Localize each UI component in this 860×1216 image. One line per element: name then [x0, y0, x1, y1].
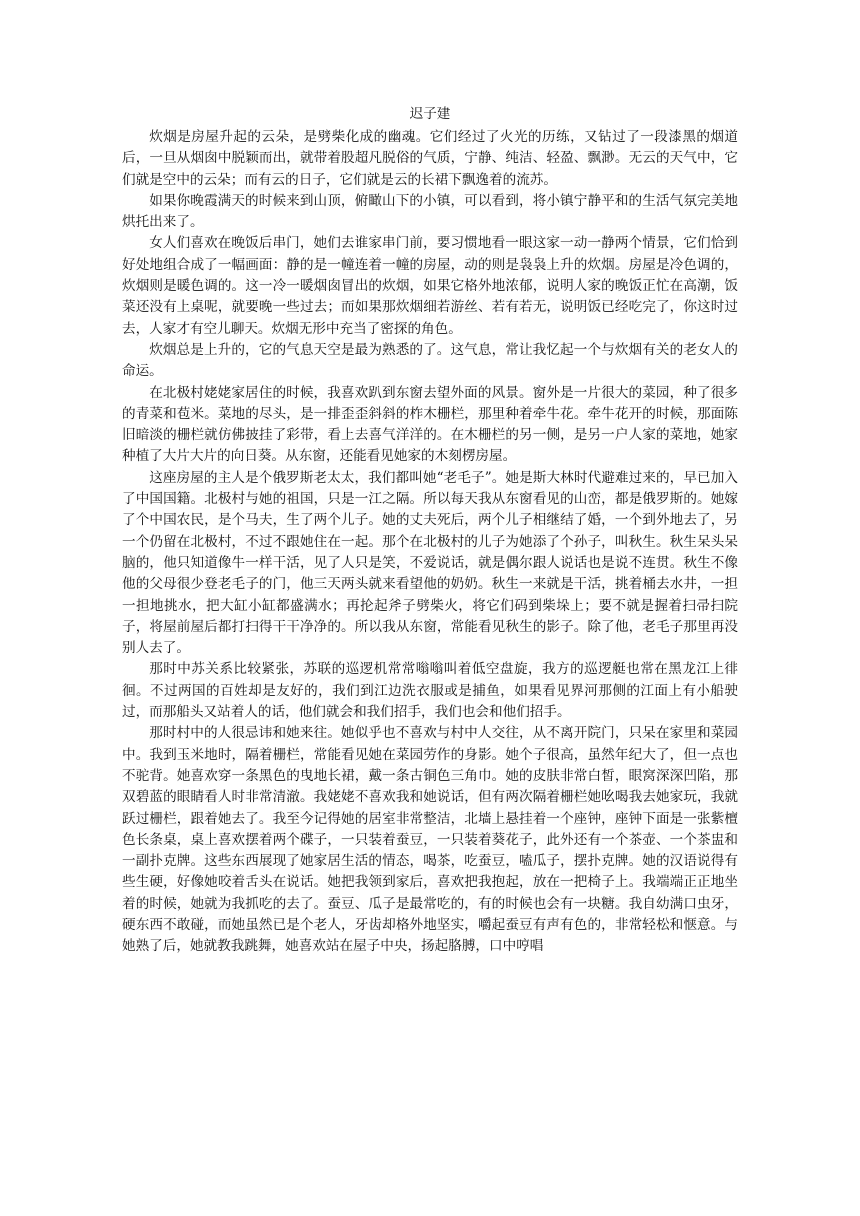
paragraph-2: 如果你晚霞满天的时候来到山顶，俯瞰山下的小镇，可以看到，将小镇宁静平和的生活气氛完美地烘托出来了。: [122, 192, 738, 231]
author-name: 迟子建: [409, 106, 451, 122]
paragraph-7: 那时中苏关系比较紧张，苏联的巡逻机常常嗡嗡叫着低空盘旋，我方的巡逻艇也常在黑龙江上徘徊。不过两国的百姓却是友好的，我们到江边洗衣服或是捕鱼，如果看见界河那侧的江面上有小船驶过，而那船头又站着人的话，他们就会和我们招手，我们也会和他们招手。: [122, 661, 738, 721]
document-page: [122, 104, 738, 958]
paragraph-8: 那时村中的人很忌讳和她来往。她似乎也不喜欢与村中人交往，从不离开院门，只呆在家里和菜园中。我到玉米地时，隔着栅栏，常能看见她在菜园劳作的身影。她个子很高，虽然年纪大了，但一点也不驼背。她喜欢穿一条黑色的曳地长裙，戴一条古铜色三角巾。她的皮肤非常白皙，眼窝深深凹陷，那双碧蓝的眼睛看人时非常清澈。我姥姥不喜欢我和她说话，但有两次隔着栅栏她吆喝我去她家玩，我就跃过栅栏，跟着她去了。我至今记得她的居室非常整洁，北墙上悬挂着一个座钟，座钟下面是一张紫檀色长条桌，桌上喜欢摆着两个碟子，一只装着蚕豆，一只装着葵花子，此外还有一个茶壶、一个茶盅和一副扑克牌。这些东西展现了她家居生活的情态，喝茶，吃蚕豆，嗑瓜子，摆扑克牌。她的汉语说得有些生硬，好像她咬着舌头在说话。她把我领到家后，喜欢把我抱起，放在一把椅子上。我端端正正地坐着的时候，她就为我抓吃的去了。蚕豆、瓜子是最常吃的，有的时候也会有一块糖。我自幼满口虫牙，硬东西不敢碰，而她虽然已是个老人，牙齿却格外地坚实，嚼起蚕豆有声有色的，非常轻松和惬意。与她熟了后，她就教我跳舞，她喜欢站在屋子中央，扬起胳膊，口中哼唱: [122, 725, 738, 955]
paragraph-1: 炊烟是房屋升起的云朵，是劈柴化成的幽魂。它们经过了火光的历练，又钻过了一段漆黑的烟道后，一旦从烟囱中脱颖而出，就带着股超凡脱俗的气质，宁静、纯洁、轻盈、飘渺。无云的天气中，它们就是空中的云朵；而有云的日子，它们就是云的长裙下飘逸着的流苏。: [122, 129, 738, 188]
paragraph-3: 女人们喜欢在晚饭后串门，她们去谁家串门前，要习惯地看一眼这家一动一静两个情景，它们恰到好处地组合成了一幅画面：静的是一幢连着一幢的房屋，动的则是袅袅上升的炊烟。房屋是冷色调的，炊烟则是暖色调的。这一冷一暖烟囱冒出的炊烟，如果它格外地浓郁，说明人家的晚饭正忙在高潮，饭菜还没有上桌呢，就要晚一些过去；而如果那炊烟细若游丝、若有若无，说明饭已经吃完了，你这时过去，人家才有空儿聊天。炊烟无形中充当了密探的角色。: [122, 235, 738, 337]
paragraph-5: 在北极村姥姥家居住的时候，我喜欢趴到东窗去望外面的风景。窗外是一片很大的菜园，种了很多的青菜和苞米。菜地的尽头，是一排歪歪斜斜的柞木栅栏，那里种着牵牛花。牵牛花开的时候，那面陈旧暗淡的栅栏就仿佛披挂了彩带，看上去喜气洋洋的。在木栅栏的另一侧，是另一户人家的菜地，她家种植了大片大片的向日葵。从东窗，还能看见她家的木刻楞房屋。: [122, 384, 738, 465]
paragraph-6: 这座房屋的主人是个俄罗斯老太太，我们都叫她“老毛子”。她是斯大林时代避难过来的，早已加入了中国国籍。北极村与她的祖国，只是一江之隔。所以每天我从东窗看见的山峦，都是俄罗斯的。她嫁了个中国农民，是个马夫，生了两个儿子。她的丈夫死后，两个儿子相继结了婚，一个到外地去了，另一个仍留在北极村，不过不跟她住在一起。那个在北极村的儿子为她添了个孙子，叫秋生。秋生呆头呆脑的，他只知道像牛一样干活，见了人只是笑，不爱说话，就是偶尔跟人说话也是说不连贯。秋生不像他的父母很少登老毛子的门，他三天两头就来看望他的奶奶。秋生一来就是干活，挑着桶去水井，一担一担地挑水，把大缸小缸都盛满水；再抡起斧子劈柴火，将它们码到柴垛上；要不就是握着扫帚扫院子，将屋前屋后都打扫得干干净净的。所以我从东窗，常能看见秋生的影子。除了他，老毛子那里再没别人去了。: [122, 469, 738, 657]
paragraph-4: 炊烟总是上升的，它的气息天空是最为熟悉的了。这气息，常让我忆起一个与炊烟有关的老女人的命运。: [122, 341, 738, 380]
